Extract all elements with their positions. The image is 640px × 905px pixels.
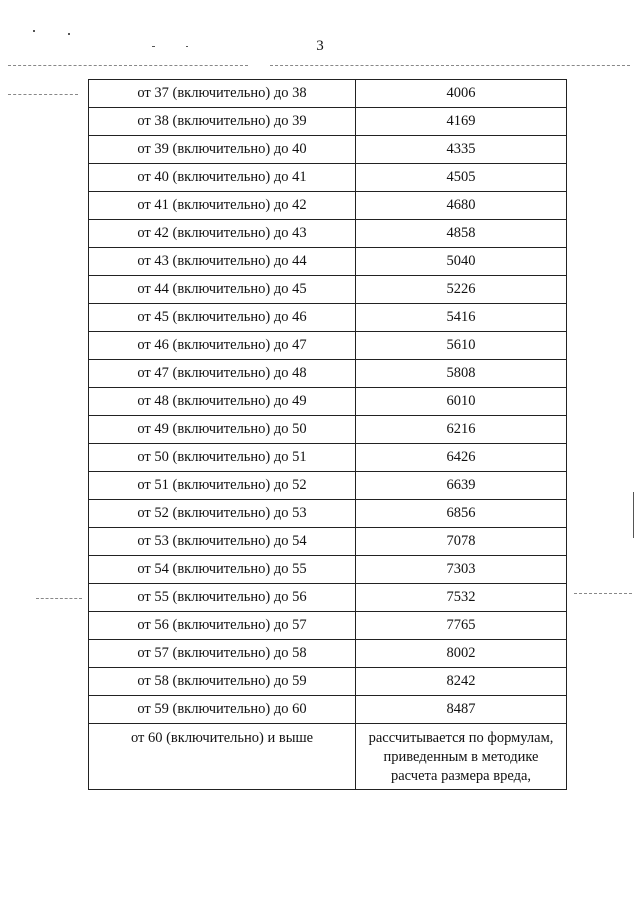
range-cell: от 39 (включительно) до 40 <box>89 136 356 164</box>
table-row <box>89 136 567 164</box>
range-cell: от 47 (включительно) до 48 <box>89 360 356 388</box>
scan-artifact <box>574 593 632 594</box>
range-cell: от 49 (включительно) до 50 <box>89 416 356 444</box>
range-cell: от 38 (включительно) до 39 <box>89 108 356 136</box>
table-row <box>89 444 567 472</box>
value-cell: 7303 <box>356 556 567 584</box>
table-row <box>89 164 567 192</box>
range-cell: от 52 (включительно) до 53 <box>89 500 356 528</box>
range-cell: от 59 (включительно) до 60 <box>89 696 356 724</box>
value-cell: 5226 <box>356 276 567 304</box>
scan-artifact <box>633 492 634 538</box>
table-row <box>89 556 567 584</box>
table-row <box>89 500 567 528</box>
rates-table-body <box>89 80 567 790</box>
value-cell: 6426 <box>356 444 567 472</box>
table-row <box>89 584 567 612</box>
table-row <box>89 640 567 668</box>
range-cell: от 56 (включительно) до 57 <box>89 612 356 640</box>
range-cell: от 43 (включительно) до 44 <box>89 248 356 276</box>
table-row <box>89 388 567 416</box>
range-cell: от 51 (включительно) до 52 <box>89 472 356 500</box>
range-cell: от 45 (включительно) до 46 <box>89 304 356 332</box>
table-row <box>89 528 567 556</box>
range-cell: от 57 (включительно) до 58 <box>89 640 356 668</box>
table-row <box>89 472 567 500</box>
table-row <box>89 304 567 332</box>
scan-artifact <box>33 30 35 32</box>
value-cell: 4680 <box>356 192 567 220</box>
range-cell: от 46 (включительно) до 47 <box>89 332 356 360</box>
value-cell: рассчитывается по формулам, приведенным в методике расчета размера вреда, <box>356 724 567 790</box>
table-row <box>89 360 567 388</box>
value-cell: 5040 <box>356 248 567 276</box>
value-cell: 7532 <box>356 584 567 612</box>
rates-table <box>88 79 567 790</box>
value-cell: 4006 <box>356 80 567 108</box>
table-row <box>89 248 567 276</box>
range-cell: от 41 (включительно) до 42 <box>89 192 356 220</box>
value-cell: 6216 <box>356 416 567 444</box>
table-row <box>89 696 567 724</box>
table-row <box>89 332 567 360</box>
range-cell: от 48 (включительно) до 49 <box>89 388 356 416</box>
value-cell: 8242 <box>356 668 567 696</box>
value-cell: 6856 <box>356 500 567 528</box>
table-row <box>89 668 567 696</box>
table-row <box>89 220 567 248</box>
range-cell: от 55 (включительно) до 56 <box>89 584 356 612</box>
range-cell: от 54 (включительно) до 55 <box>89 556 356 584</box>
value-cell: 4505 <box>356 164 567 192</box>
range-cell: от 40 (включительно) до 41 <box>89 164 356 192</box>
value-cell: 4858 <box>356 220 567 248</box>
range-cell: от 53 (включительно) до 54 <box>89 528 356 556</box>
range-cell: от 42 (включительно) до 43 <box>89 220 356 248</box>
value-cell: 8002 <box>356 640 567 668</box>
value-cell: 6639 <box>356 472 567 500</box>
scan-artifact <box>8 94 78 95</box>
table-row <box>89 612 567 640</box>
table-row <box>89 276 567 304</box>
value-cell: 8487 <box>356 696 567 724</box>
table-row <box>89 416 567 444</box>
table-row <box>89 192 567 220</box>
table-row <box>89 80 567 108</box>
value-cell: 6010 <box>356 388 567 416</box>
scan-artifact <box>270 65 630 66</box>
value-cell: 4335 <box>356 136 567 164</box>
range-cell: от 37 (включительно) до 38 <box>89 80 356 108</box>
scan-artifact <box>68 33 70 35</box>
value-cell: 5416 <box>356 304 567 332</box>
scan-artifact <box>8 65 248 66</box>
table-row <box>89 108 567 136</box>
range-cell: от 60 (включительно) и выше <box>89 724 356 790</box>
value-cell: 4169 <box>356 108 567 136</box>
page-number: 3 <box>316 38 324 54</box>
value-cell: 5808 <box>356 360 567 388</box>
value-cell: 7765 <box>356 612 567 640</box>
scan-artifact <box>36 598 82 599</box>
value-cell: 5610 <box>356 332 567 360</box>
range-cell: от 58 (включительно) до 59 <box>89 668 356 696</box>
range-cell: от 50 (включительно) до 51 <box>89 444 356 472</box>
table-row-last <box>89 724 567 790</box>
range-cell: от 44 (включительно) до 45 <box>89 276 356 304</box>
value-cell: 7078 <box>356 528 567 556</box>
